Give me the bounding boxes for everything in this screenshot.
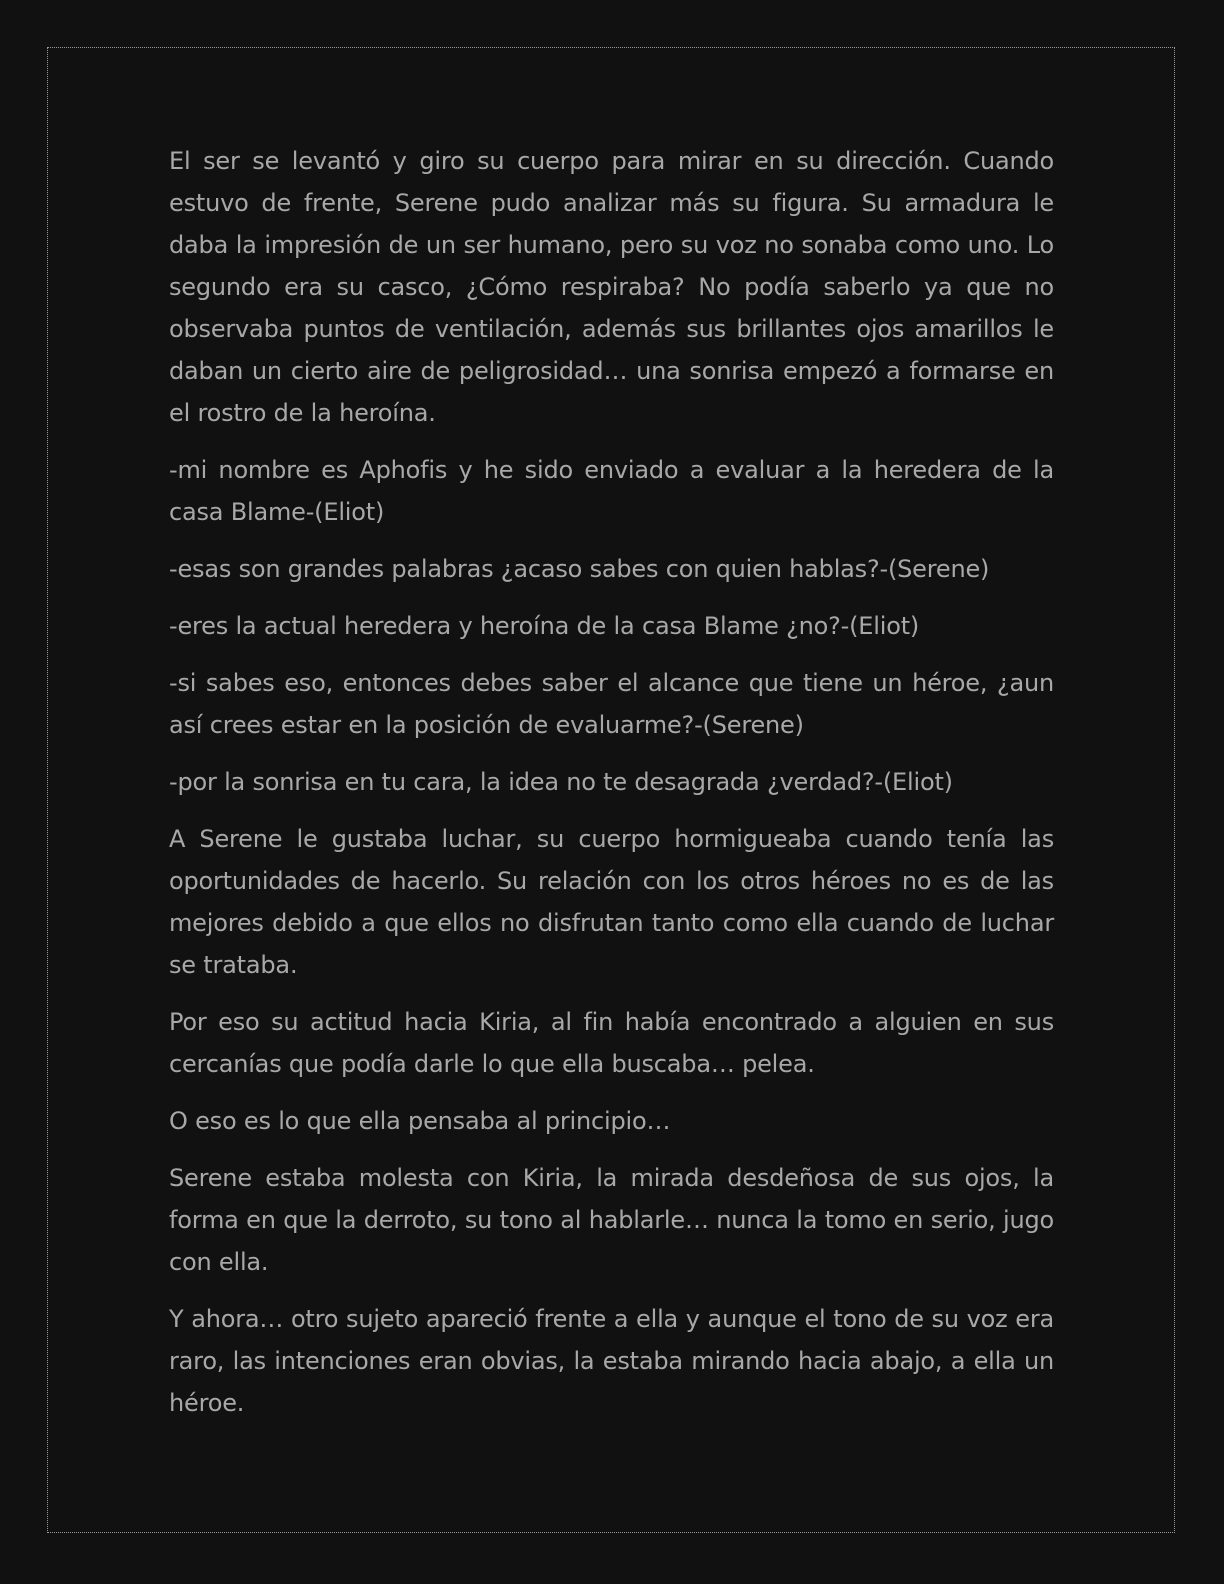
paragraph-5: -si sabes eso, entonces debes saber el alcance que tiene un héroe, ¿aun así crees estar en la posición de evaluarme?-(Serene) [169,669,1054,739]
paragraph-1: El ser se levantó y giro su cuerpo para mirar en su dirección. Cuando estuvo de frente, Serene pudo analizar más su figura. Su armadura le daba la impresión de un ser humano, pero su voz no sonaba como uno. Lo segundo era su casco, ¿Cómo respiraba? No podía saberlo ya que no observaba puntos de ventilación, además sus brillantes ojos amarillos le daban un cierto aire de peligrosidad… una sonrisa empezó a formarse en el rostro de la heroína. [169,147,1054,427]
paragraph-3: -esas son grandes palabras ¿acaso sabes con quien hablas?-(Serene) [169,555,990,583]
paragraph-8: Por eso su actitud hacia Kiria, al fin había encontrado a alguien en sus cercanías que podía darle lo que ella buscaba… pelea. [169,1008,1054,1078]
paragraph-4: -eres la actual heredera y heroína de la casa Blame ¿no?-(Eliot) [169,612,920,640]
paragraph-7: A Serene le gustaba luchar, su cuerpo hormigueaba cuando tenía las oportunidades de hacerlo. Su relación con los otros héroes no es de las mejores debido a que ellos no disfrutan tanto como ella cuando de luchar se trataba. [169,825,1054,979]
paragraph-9: O eso es lo que ella pensaba al principio… [169,1107,671,1135]
paragraph-11: Y ahora… otro sujeto apareció frente a ella y aunque el tono de su voz era raro, las intenciones eran obvias, la estaba mirando hacia abajo, a ella un héroe. [169,1305,1054,1417]
paragraph-10: Serene estaba molesta con Kiria, la mirada desdeñosa de sus ojos, la forma en que la derroto, su tono al hablarle… nunca la tomo en serio, jugo con ella. [169,1164,1054,1276]
page-text-body [169,140,1054,1439]
paragraph-6: -por la sonrisa en tu cara, la idea no te desagrada ¿verdad?-(Eliot) [169,768,953,796]
paragraph-2: -mi nombre es Aphofis y he sido enviado a evaluar a la heredera de la casa Blame-(Eliot) [169,456,1054,526]
